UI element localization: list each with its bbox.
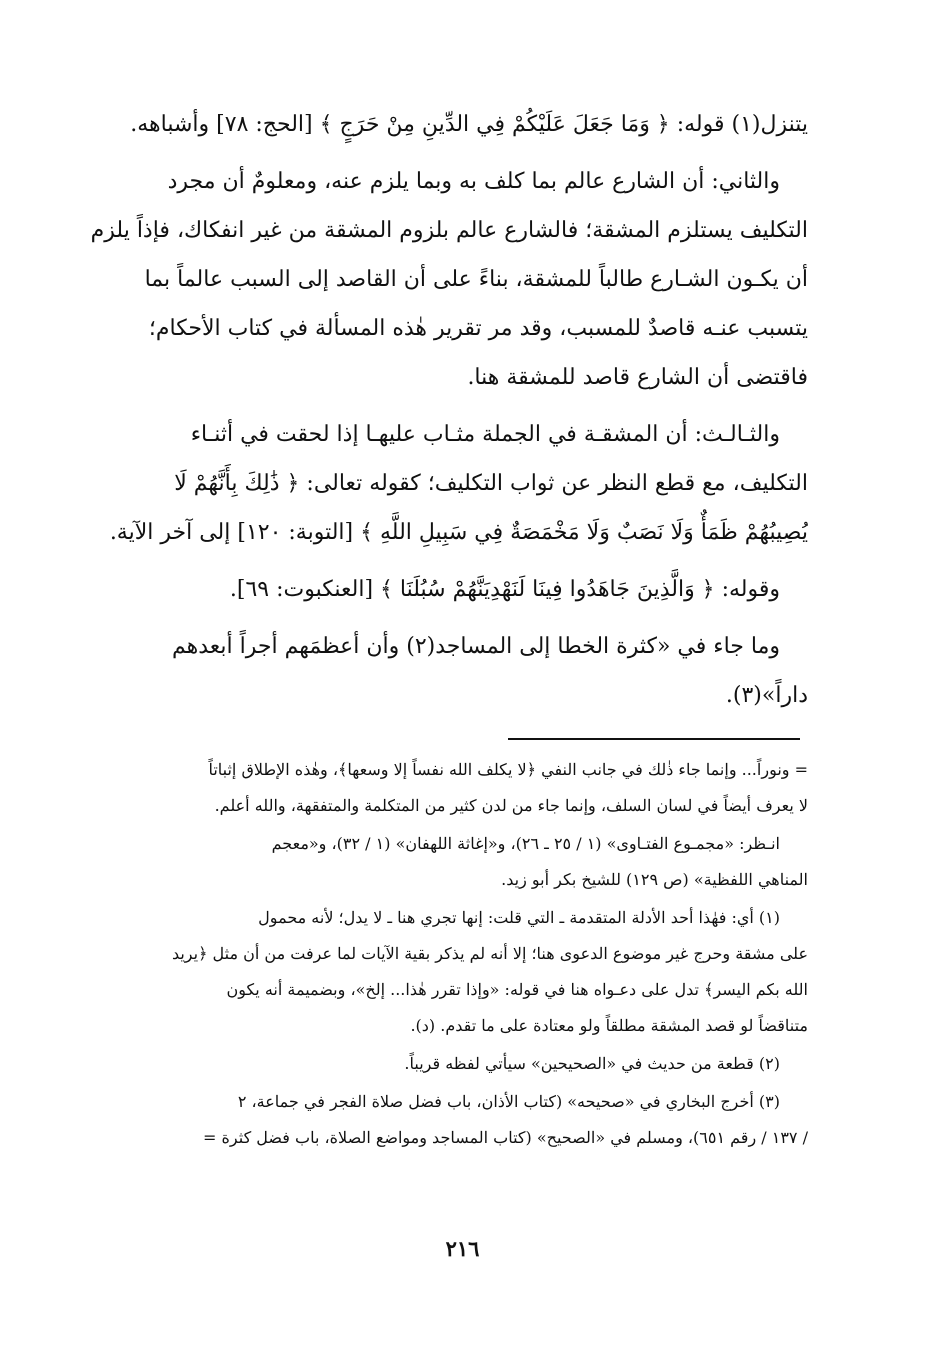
footnotes xyxy=(78,752,808,1156)
footnote-references xyxy=(78,826,808,898)
text-line: يتسبب عنـه قاصدٌ للمسبب، وقد مر تقرير هٰذه المسألة في كتاب الأحكام؛ xyxy=(148,316,808,341)
footnote-separator xyxy=(508,738,800,740)
footnote-line: / ١٣٧ / رقم ٦٥١)، ومسلم في «الصحيح» (كتاب المساجد ومواضع الصلاة، باب فضل كثرة = xyxy=(203,1128,808,1147)
text-line: التكليف يستلزم المشقة؛ فالشارع عالم بلزوم المشقة من غير انفكاك، فإذاً يلزم xyxy=(90,218,808,243)
text-line: يتنزل(١) قوله: ﴿ وَمَا جَعَلَ عَلَيْكُمْ فِي الدِّينِ مِنْ حَرَجٍ ﴾ [الحج: ٧٨] وأشباهه. xyxy=(130,112,808,137)
footnote-line: لا يعرف أيضاً في لسان السلف، وإنما جاء من لدن كثير من المتكلمة والمتفقهة، والله أعلم. xyxy=(214,796,808,815)
text-line: وما جاء في «كثرة الخطا إلى المساجد(٢) وأن أعظمَهم أجراً أبعدهم xyxy=(172,634,780,659)
footnote-continued xyxy=(78,752,808,824)
text-line: التكليف، مع قطع النظر عن ثواب التكليف؛ كقوله تعالى: ﴿ ذَٰلِكَ بِأَنَّهُمْ لَا xyxy=(174,471,808,496)
paragraph-third-argument xyxy=(78,410,808,557)
paragraph-quote-ankabut xyxy=(78,565,808,614)
text-line: وقوله: ﴿ وَالَّذِينَ جَاهَدُوا فِينَا لَنَهْدِيَنَّهُمْ سُبُلَنَا ﴾ [العنكبوت: ٦٩]. xyxy=(229,577,780,602)
text-line: داراً»(٣). xyxy=(725,683,808,708)
footnote-line: الله بكم اليسر﴾ تدل على دعـواه هنا في قوله: «وإذا تقرر هٰذا... إلخ»، وبضميمة أنه يكون xyxy=(226,980,808,999)
footnote-line: (٢) قطعة من حديث في «الصحيحين» سيأتي لفظه قريباً. xyxy=(404,1054,780,1073)
footnote-2 xyxy=(78,1046,808,1082)
text-line: فاقتضى أن الشارع قاصد للمشقة هنا. xyxy=(467,365,808,390)
text-line: أن يكـون الشـارع طالباً للمشقة، بناءً على أن القاصد إلى السبب عالماً بما xyxy=(144,267,808,292)
page-number: ٢١٦ xyxy=(445,1236,480,1261)
text-line: والثاني: أن الشارع عالم بما كلف به وبما يلزم عنه، ومعلومٌ أن مجرد xyxy=(167,169,780,194)
footnote-line: انـظر: «مجمـوع الفتـاوى» (١ / ٢٥ ـ ٢٦)، و«إغاثة اللهفان» (١ / ٣٢)، و«معجم xyxy=(271,834,780,853)
paragraph-hadith-masajid xyxy=(78,622,808,720)
footnote-line: المناهي اللفظية» (ص ١٢٩) للشيخ بكر أبو زيد. xyxy=(501,870,808,889)
footnote-3 xyxy=(78,1084,808,1156)
text-line: يُصِيبُهُمْ ظَمَأٌ وَلَا نَصَبٌ وَلَا مَخْمَصَةٌ فِي سَبِيلِ اللَّهِ ﴾ [التوبة: ١٢٠] إلى آخر الآية. xyxy=(109,520,808,545)
footnote-line: = ونوراً... وإنما جاء ذٰلك في جانب النفي ﴿لا يكلف الله نفساً إلا وسعها﴾، وهٰذه الإطلاق إثباتاً xyxy=(208,760,808,779)
main-text xyxy=(78,100,808,720)
footnote-line: (١) أي: فهٰذا أحد الأدلة المتقدمة ـ التي قلت: إنها تجري هنا ـ لا يدل؛ لأنه محمول xyxy=(258,908,780,927)
paragraph-quote-hajj xyxy=(78,100,808,149)
paragraph-second-argument xyxy=(78,157,808,402)
footnote-1 xyxy=(78,900,808,1044)
footnote-line: (٣) أخرج البخاري في «صحيحه» (كتاب الأذان، باب فضل صلاة الفجر في جماعة، ٢ xyxy=(237,1092,780,1111)
footnote-line: على مشقة وحرج غير موضوع الدعوى هنا؛ إلا أنه لم يذكر بقية الآيات لما عرفت من أن مثل ﴿يريد xyxy=(171,944,808,963)
text-line: والثـالـث: أن المشقـة في الجملة مثـاب عليهـا إذا لحقت في أثنـاء xyxy=(190,422,780,447)
footnote-line: متناقضاً لو قصد المشقة مطلقاً ولو معتادة على ما تقدم. (د). xyxy=(410,1016,808,1035)
